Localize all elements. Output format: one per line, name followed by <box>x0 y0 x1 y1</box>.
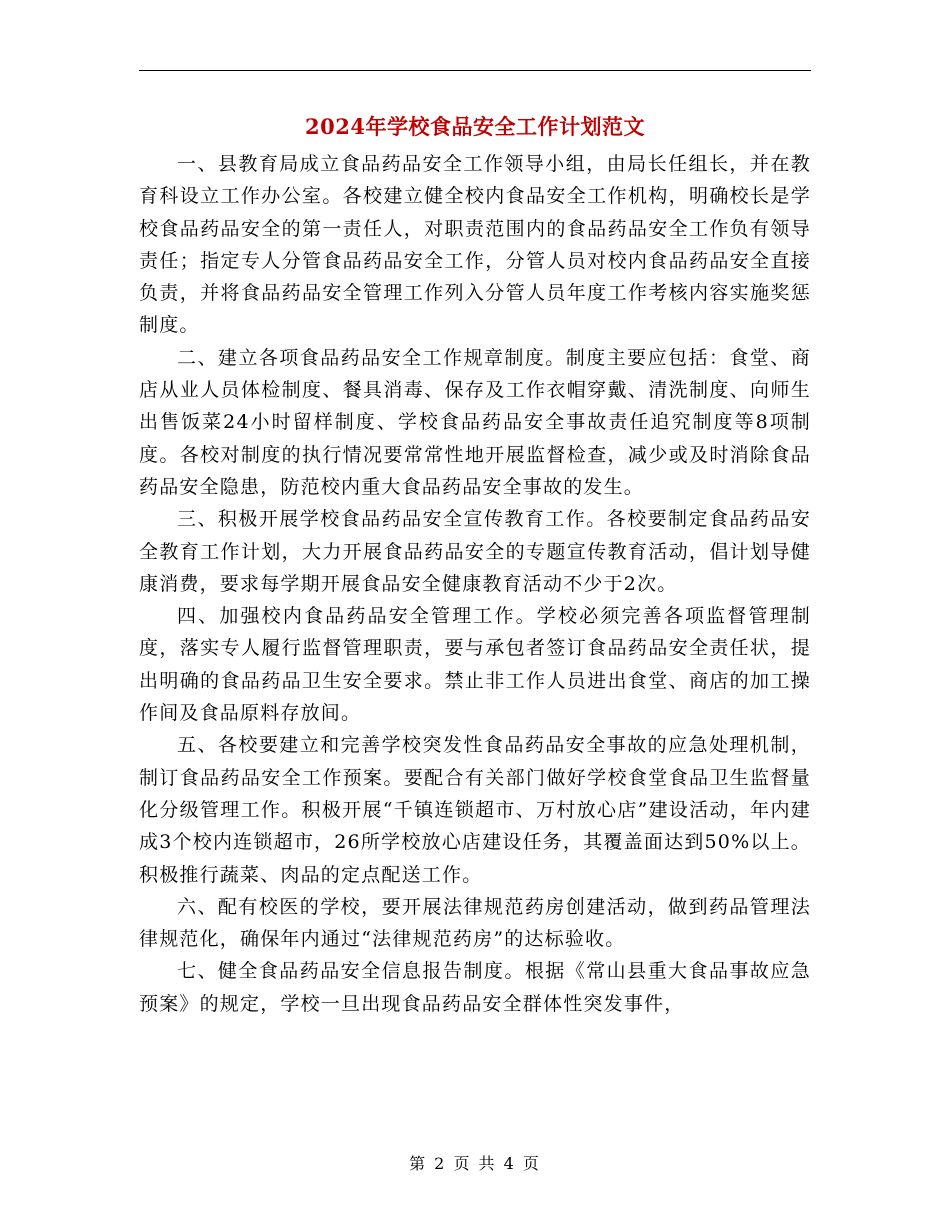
document-body <box>139 148 811 1020</box>
paragraph-6: 六、配有校医的学校，要开展法律规范药房创建活动，做到药品管理法律规范化，确保年内通过“法律规范药房”的达标验收。 <box>139 895 811 951</box>
paragraph-7: 七、健全食品药品安全信息报告制度。根据《常山县重大食品事故应急预案》的规定，学校一旦出现食品药品安全群体性突发事件， <box>139 960 811 1015</box>
paragraph-3: 三、积极开展学校食品药品安全宣传教育工作。各校要制定食品药品安全教育工作计划，大力开展食品药品安全的专题宣传教育活动，倡计划导健康消费，要求每学期开展食品安全健康教育活动不少于2次。 <box>139 508 811 595</box>
paragraph-1: 一、县教育局成立食品药品安全工作领导小组，由局长任组长，并在教育科设立工作办公室。各校建立健全校内食品安全工作机构，明确校长是学校食品药品安全的第一责任人，对职责范围内的食品药品安全工作负有领导责任；指定专人分管食品药品安全工作，分管人员对校内食品药品安全直接负责，并将食品药品安全管理工作列入分管人员年度工作考核内容实施奖惩制度。 <box>139 153 811 337</box>
document-title: 2024年学校食品安全工作计划范文 <box>305 114 645 139</box>
paragraph-2: 二、建立各项食品药品安全工作规章制度。制度主要应包括：食堂、商店从业人员体检制度、餐具消毒、保存及工作衣帽穿戴、清洗制度、向师生出售饭菜24小时留样制度、学校食品药品安全事故责任追究制度等8项制度。各校对制度的执行情况要常常性地开展监督检查，减少或及时消除食品药品安全隐患，防范校内重大食品药品安全事故的发生。 <box>139 346 811 498</box>
paragraph-5: 五、各校要建立和完善学校突发性食品药品安全事故的应急处理机制，制订食品药品安全工作预案。要配合有关部门做好学校食堂食品卫生监督量化分级管理工作。积极开展“千镇连锁超市、万村放心店”建设活动，年内建成3个校内连锁超市，26所学校放心店建设任务，其覆盖面达到50%以上。积极推行蔬菜、肉品的定点配送工作。 <box>139 734 811 886</box>
page-number-footer: 第 2 页 共 4 页 <box>409 1154 541 1173</box>
header-rule <box>139 70 811 71</box>
paragraph-4: 四、加强校内食品药品安全管理工作。学校必须完善各项监督管理制度，落实专人履行监督管理职责，要与承包者签订食品药品安全责任状，提出明确的食品药品卫生安全要求。禁止非工作人员进出食堂、商店的加工操作间及食品原料存放间。 <box>139 605 811 725</box>
